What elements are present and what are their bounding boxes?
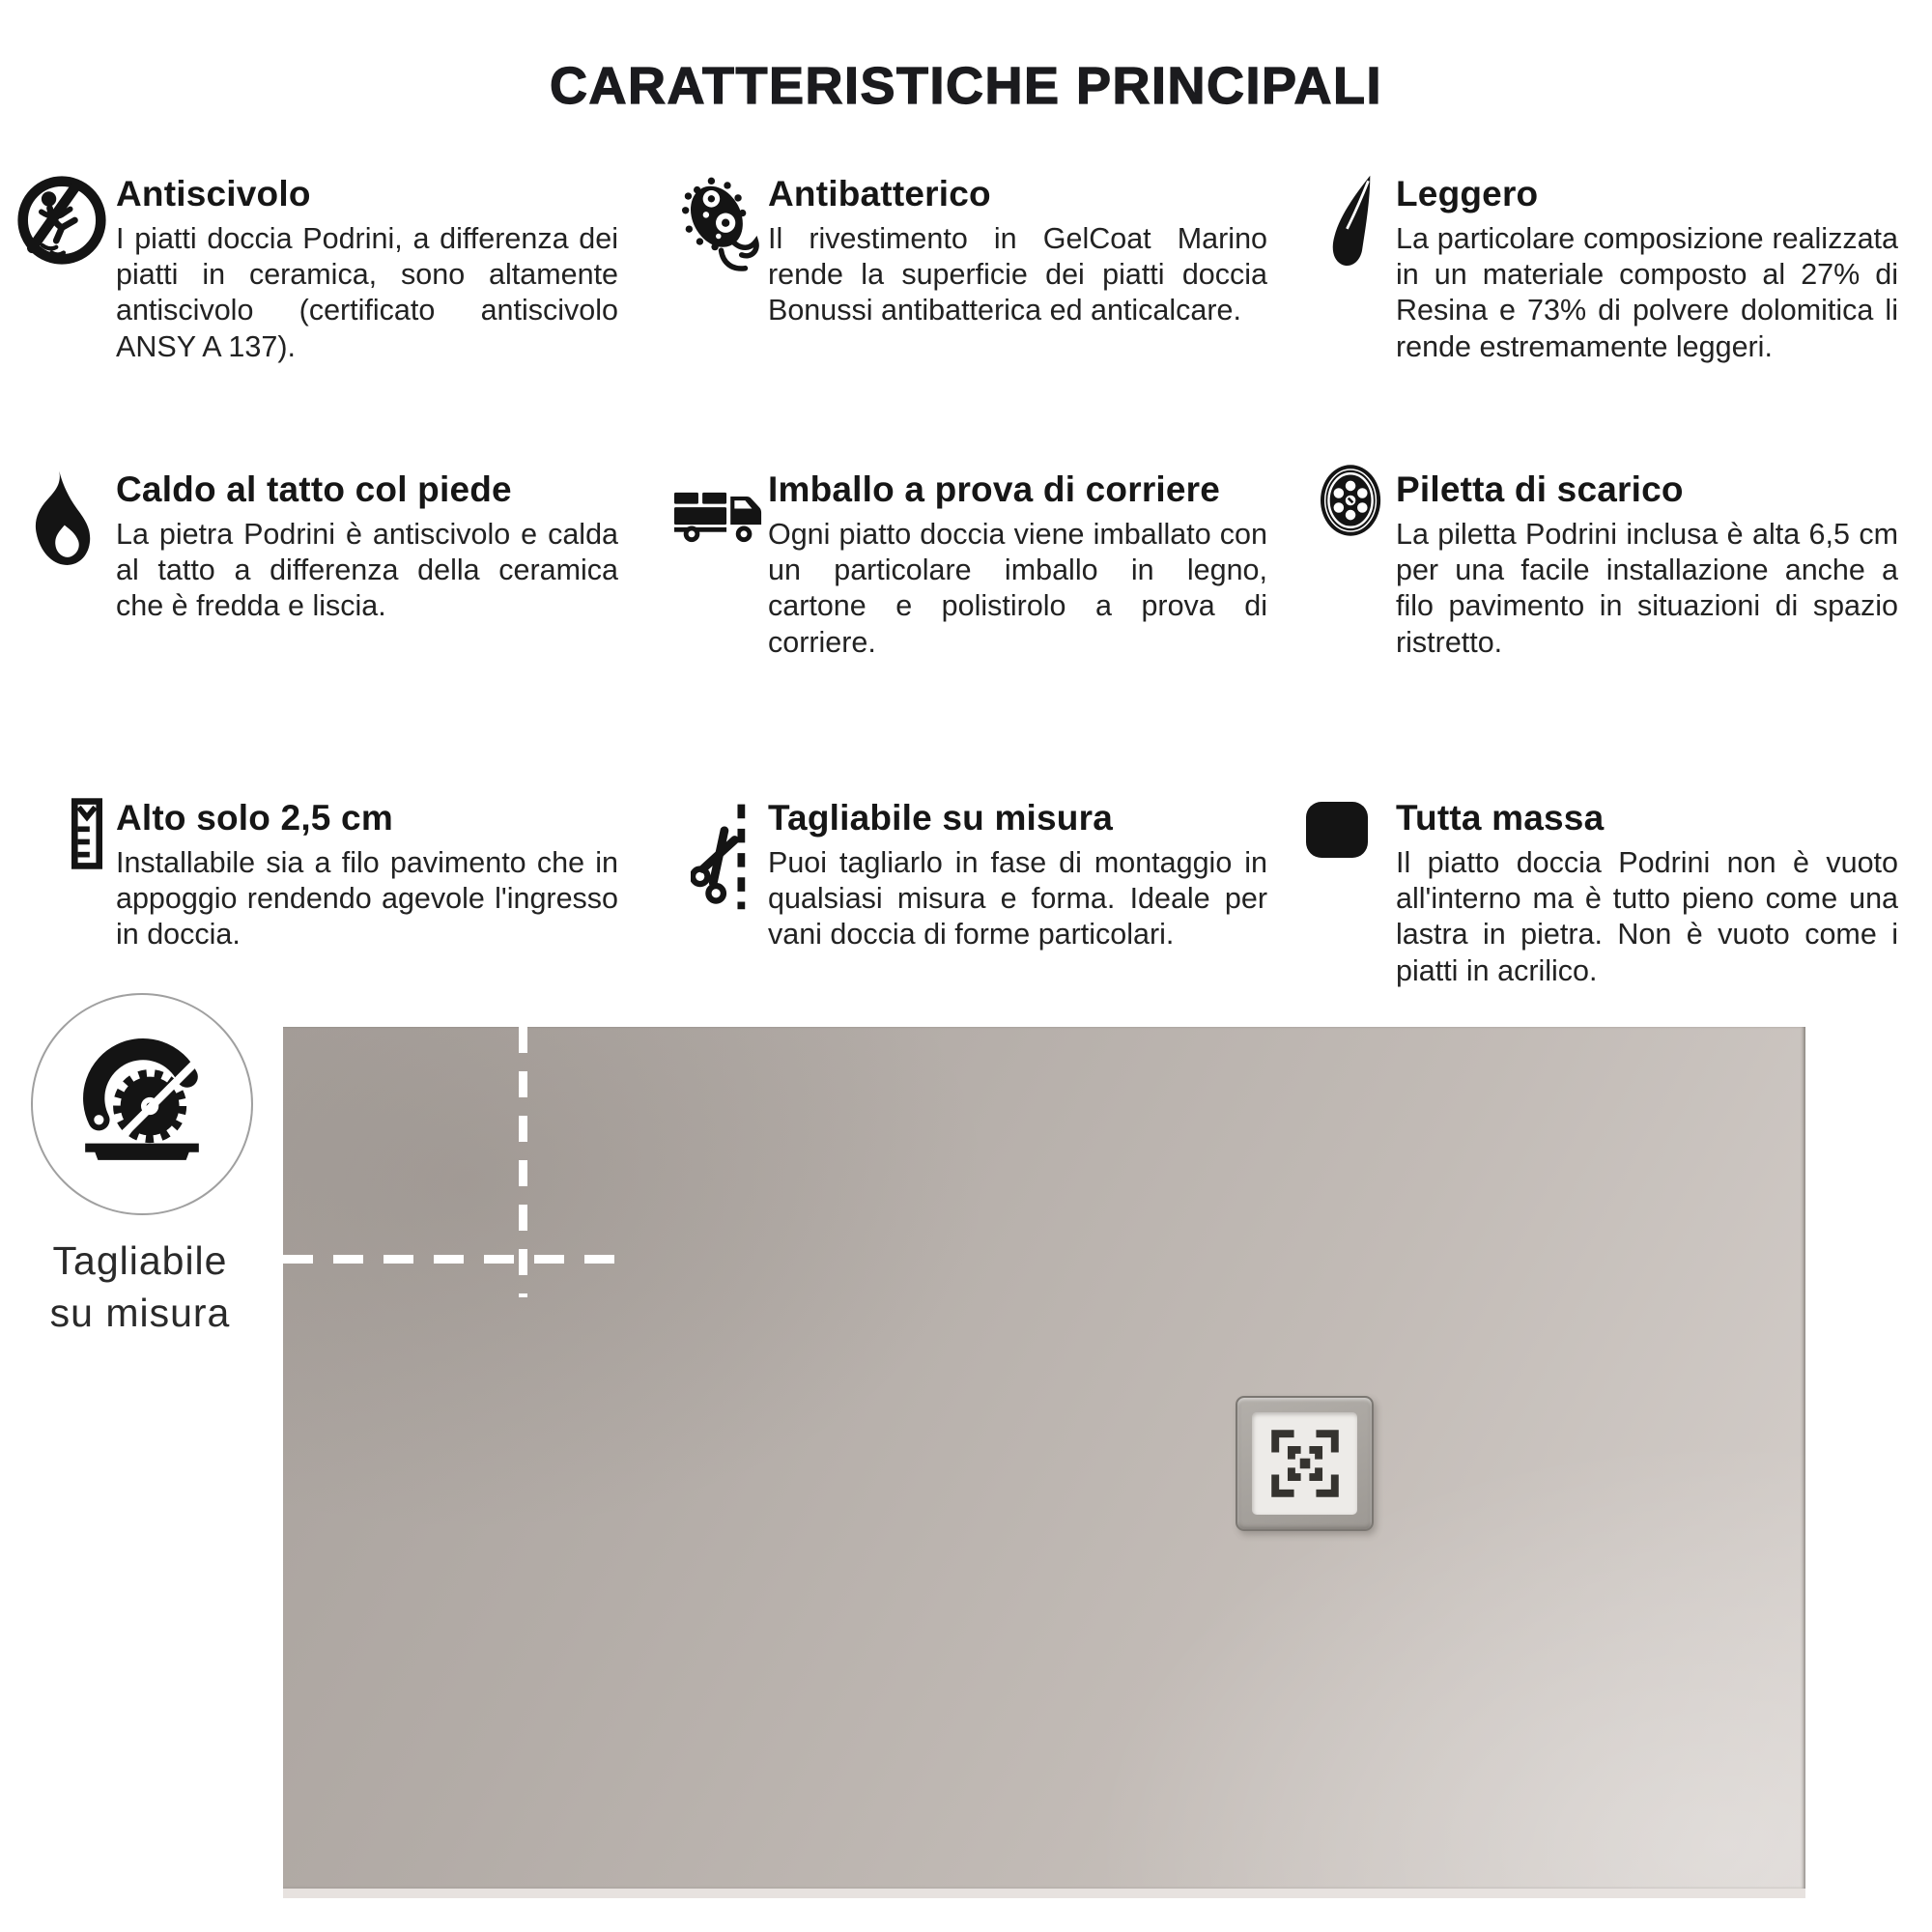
feature-antiscivolo [8, 174, 618, 365]
feature-body: Il piatto doccia Podrini non è vuoto all'interno ma è tutto pieno come una lastra in pietra. Non è vuoto come i piatti in acrilico. [1396, 846, 1898, 987]
feather-icon [1306, 174, 1396, 270]
feature-piletta [1306, 469, 1898, 661]
feature-body: Ogni piatto doccia viene imballato con un particolare imballo in legno, cartone e polistirolo a prova di corriere. [768, 518, 1267, 659]
no-slip-icon [8, 174, 116, 267]
feature-antibatterico [674, 174, 1267, 329]
feature-body: Installabile sia a filo pavimento che in appoggio rendendo agevole l'ingresso in doccia. [116, 846, 618, 952]
feature-body: Puoi tagliarlo in fase di montaggio in qualsiasi misura e forma. Ideale per vani doccia di forme particolari. [768, 846, 1267, 952]
feature-leggero [1306, 174, 1898, 365]
feature-title: Tutta massa [1396, 798, 1605, 838]
feature-title: Caldo al tatto col piede [116, 469, 512, 509]
badge-label-line1: Tagliabile [52, 1238, 228, 1283]
feature-title: Alto solo 2,5 cm [116, 798, 393, 838]
drain-plate [1252, 1412, 1357, 1515]
feature-title: Tagliabile su misura [768, 798, 1113, 838]
feature-body: La pietra Podrini è antiscivolo e calda al tatto a differenza della ceramica che è fredda e liscia. [116, 518, 618, 623]
scissors-icon [674, 798, 768, 912]
feature-tagliabile [674, 798, 1267, 953]
feature-title: Piletta di scarico [1396, 469, 1684, 509]
drain-grate [1236, 1396, 1374, 1531]
truck-icon [674, 469, 768, 547]
feature-title: Leggero [1396, 174, 1539, 213]
cuttable-badge [31, 993, 253, 1215]
feature-body: Il rivestimento in GelCoat Marino rende la superficie dei piatti doccia Bonussi antibatterica ed anticalcare. [768, 222, 1267, 327]
feature-title: Imballo a prova di corriere [768, 469, 1221, 509]
feature-body: La piletta Podrini inclusa è alta 6,5 cm per una facile installazione anche a filo pavimento in situazioni di spazio ristretto. [1396, 518, 1898, 659]
ruler-icon [8, 798, 116, 869]
feature-body: I piatti doccia Podrini, a differenza dei piatti in ceramica, sono altamente antiscivolo (certificato antiscivolo ANSY A 137). [116, 222, 618, 363]
flame-icon [8, 469, 116, 568]
bacteria-icon [674, 174, 768, 276]
feature-alto-25cm [8, 798, 618, 953]
feature-title: Antibatterico [768, 174, 991, 213]
feature-body: La particolare composizione realizzata in un materiale composto al 27% di Resina e 73% di polvere dolomitica li rende estremamente leggeri. [1396, 222, 1898, 363]
circular-saw-icon [73, 1034, 211, 1176]
shower-tray-photo [283, 1027, 1805, 1898]
badge-label-line2: su misura [49, 1291, 231, 1336]
feature-imballo [674, 469, 1267, 661]
feature-tutta-massa [1306, 798, 1898, 989]
feature-title: Antiscivolo [116, 174, 311, 213]
page-title: CARATTERISTICHE PRINCIPALI [550, 57, 1382, 116]
solid-block-icon [1306, 798, 1396, 858]
drain-icon [1306, 469, 1396, 537]
feature-caldo-al-tatto [8, 469, 618, 625]
cuttable-badge-label [10, 1235, 270, 1339]
cut-line-horizontal [283, 1255, 623, 1264]
